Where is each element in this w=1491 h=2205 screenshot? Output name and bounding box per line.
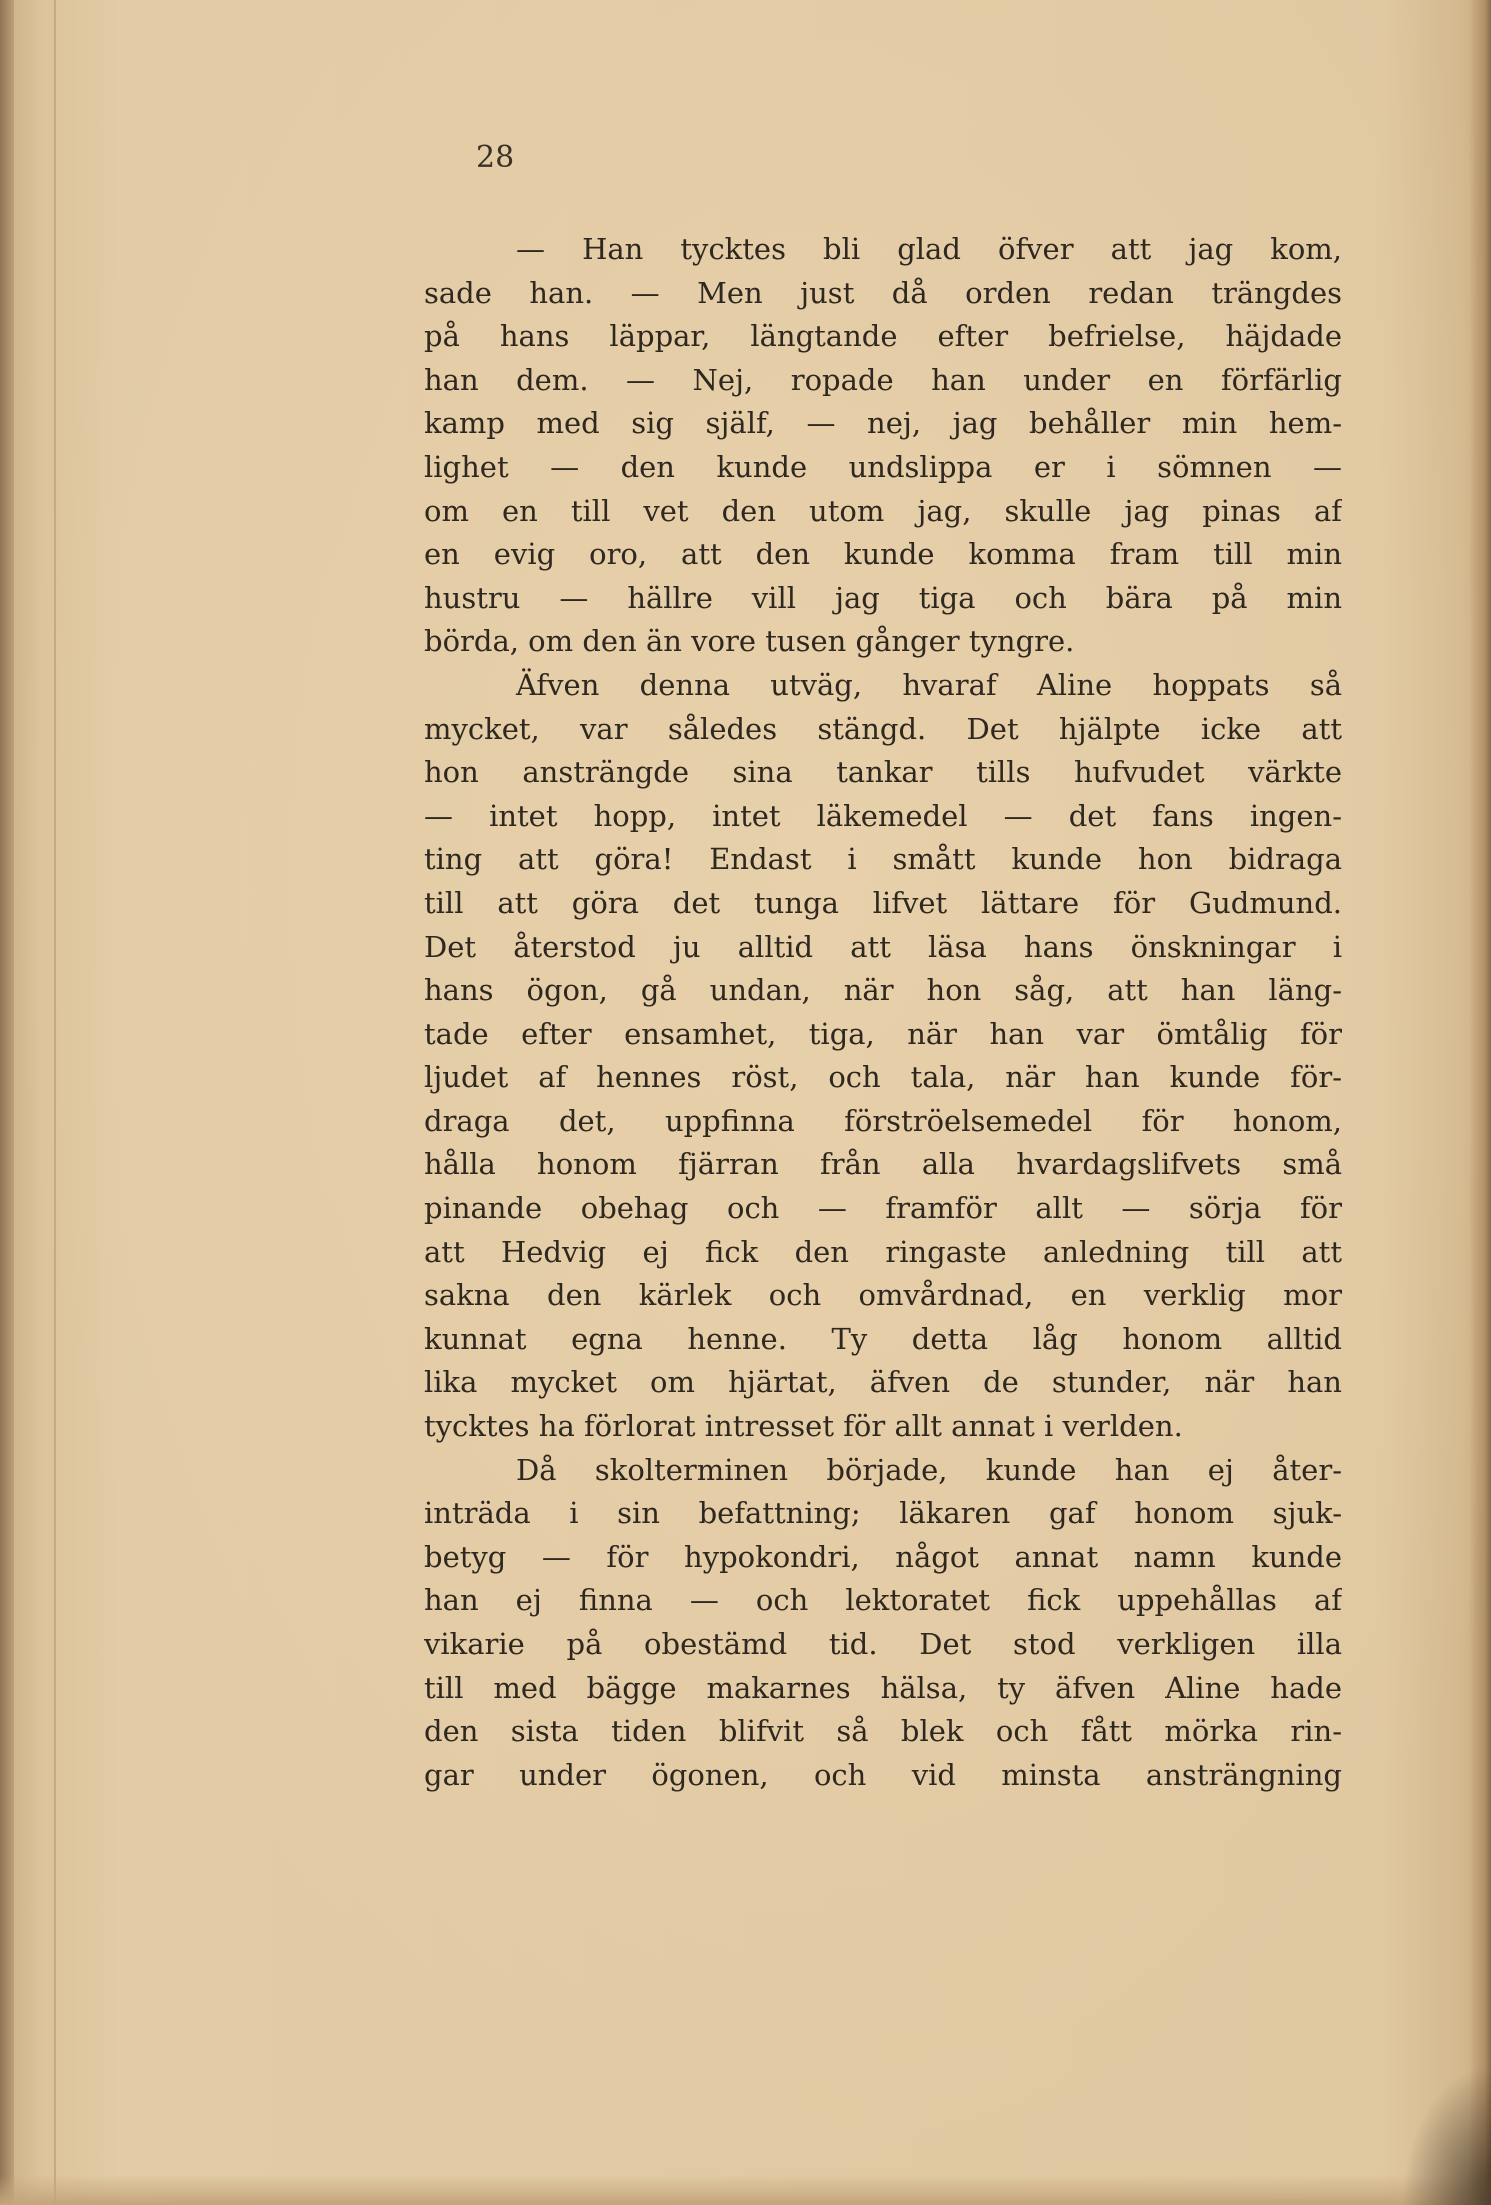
text-line: kamp med sig själf, — nej, jag behåller min hem- (424, 406, 1342, 441)
text-line: hans ögon, gå undan, när hon såg, att han läng- (424, 973, 1342, 1008)
text-line: inträda i sin befattning; läkaren gaf honom sjuk- (424, 1496, 1342, 1531)
page-number: 28 (476, 140, 515, 175)
text-line: han dem. — Nej, ropade han under en förfärlig (424, 362, 1342, 397)
text-line: Det återstod ju alltid att läsa hans önskningar i (424, 929, 1342, 964)
text-line: lighet — den kunde undslippa er i sömnen — (424, 449, 1342, 484)
text-line: Då skolterminen började, kunde han ej åter- (516, 1452, 1342, 1487)
text-line: draga det, uppfinna förströelsemedel för honom, (424, 1103, 1342, 1138)
body-text (424, 228, 1342, 1797)
page-corner-shadow (1401, 2065, 1491, 2205)
text-line: ting att göra! Endast i smått kunde hon bidraga (424, 842, 1342, 877)
text-line: till med bägge makarnes hälsa, ty äfven Aline hade (424, 1670, 1342, 1705)
text-line: tycktes ha förlorat intresset för allt annat i verlden. (424, 1409, 1183, 1444)
page-right-edge (1469, 0, 1491, 2205)
text-line: tade efter ensamhet, tiga, när han var ömtålig för (424, 1016, 1342, 1051)
text-line: en evig oro, att den kunde komma fram till min (424, 537, 1342, 572)
text-line: lika mycket om hjärtat, äfven de stunder, när han (424, 1365, 1342, 1400)
text-line: hon ansträngde sina tankar tills hufvudet värkte (424, 755, 1342, 790)
text-line: pinande obehag och — framför allt — sörja för (424, 1191, 1342, 1226)
text-line: till att göra det tunga lifvet lättare för Gudmund. (424, 885, 1342, 920)
text-line: kunnat egna henne. Ty detta låg honom alltid (424, 1321, 1342, 1356)
text-line: — intet hopp, intet läkemedel — det fans ingen- (424, 798, 1342, 833)
text-line: på hans läppar, längtande efter befrielse, häjdade (424, 319, 1342, 354)
text-line: sade han. — Men just då orden redan trängdes (424, 275, 1342, 310)
text-line: att Hedvig ej fick den ringaste anledning till att (424, 1234, 1342, 1269)
text-line: sakna den kärlek och omvårdnad, en verklig mor (424, 1278, 1342, 1313)
text-line: hålla honom fjärran från alla hvardagslifvets små (424, 1147, 1342, 1182)
text-line: mycket, var således stängd. Det hjälpte icke att (424, 711, 1342, 746)
text-line: betyg — för hypokondri, något annat namn kunde (424, 1539, 1342, 1574)
text-line: han ej finna — och lektoratet fick uppehållas af (424, 1583, 1342, 1618)
text-line: hustru — hällre vill jag tiga och bära på min (424, 580, 1342, 615)
text-line: börda, om den än vore tusen gånger tyngre. (424, 624, 1075, 659)
text-line: Äfven denna utväg, hvaraf Aline hoppats så (516, 667, 1342, 702)
text-line: ljudet af hennes röst, och tala, när han kunde för- (424, 1060, 1342, 1095)
text-line: — Han tycktes bli glad öfver att jag kom, (516, 232, 1342, 266)
text-line: den sista tiden blifvit så blek och fått mörka rin- (424, 1714, 1342, 1749)
page-fold-line (54, 0, 56, 2205)
page-left-edge (0, 0, 14, 2205)
page-bottom-edge (0, 2175, 1491, 2205)
text-line: om en till vet den utom jag, skulle jag pinas af (424, 493, 1342, 528)
text-line: vikarie på obestämd tid. Det stod verkligen illa (424, 1627, 1342, 1661)
text-line: gar under ögonen, och vid minsta ansträngning (424, 1757, 1342, 1792)
